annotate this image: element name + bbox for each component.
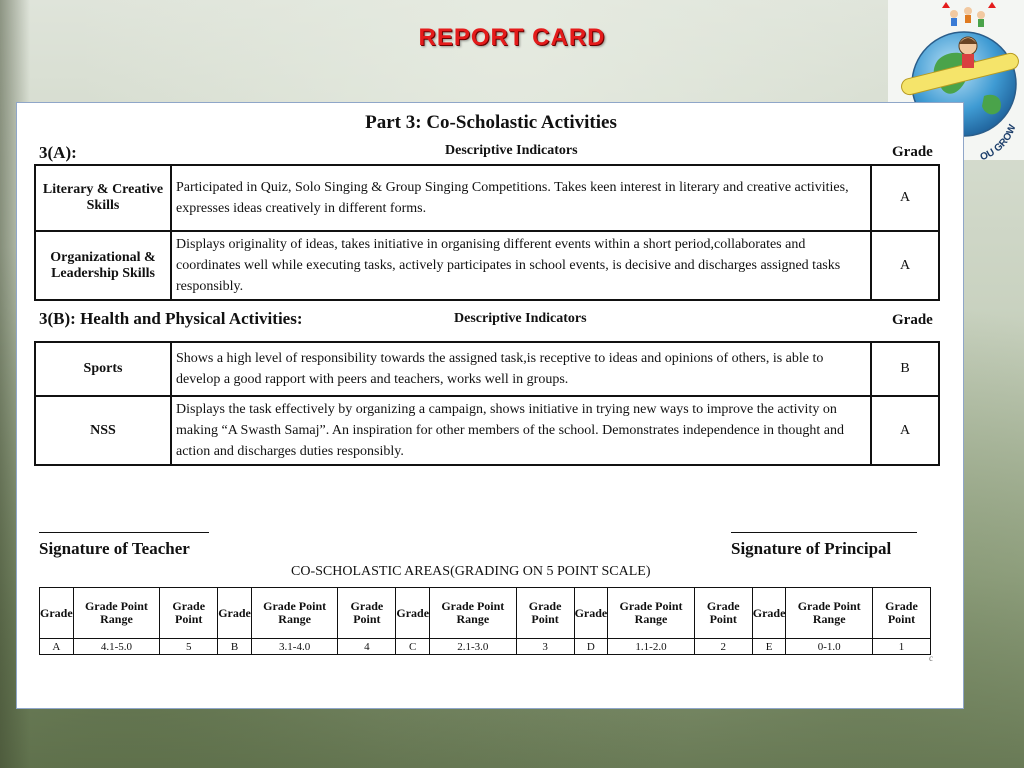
scale-header-range: Grade Point Range <box>251 588 338 639</box>
scale-header-point: Grade Point <box>694 588 752 639</box>
scale-point: 1 <box>872 639 930 655</box>
scale-header-point: Grade Point <box>160 588 218 639</box>
section-b-table <box>34 341 940 466</box>
scale-header-range: Grade Point Range <box>608 588 695 639</box>
area-name: Sports <box>35 342 171 396</box>
scale-grade: B <box>218 639 252 655</box>
section-a-label: 3(A): <box>39 143 77 162</box>
area-name: NSS <box>35 396 171 465</box>
scale-grade: E <box>752 639 786 655</box>
teacher-signature-label: Signature of Teacher <box>39 539 190 558</box>
table-row <box>35 342 939 396</box>
area-grade: A <box>871 396 939 465</box>
section-a-table <box>34 164 940 301</box>
scale-header-range: Grade Point Range <box>786 588 873 639</box>
section-b-label: 3(B): Health and Physical Activities: <box>39 309 303 328</box>
scale-header-point: Grade Point <box>516 588 574 639</box>
scale-header-point: Grade Point <box>338 588 396 639</box>
scale-range: 2.1-3.0 <box>430 639 517 655</box>
scale-point: 5 <box>160 639 218 655</box>
grading-scale-title: CO-SCHOLASTIC AREAS(GRADING ON 5 POINT SCALE) <box>291 564 651 579</box>
scale-point: 4 <box>338 639 396 655</box>
principal-signature-label: Signature of Principal <box>731 539 892 558</box>
scale-value-row <box>40 639 931 655</box>
scale-point: 3 <box>516 639 574 655</box>
area-description: Participated in Quiz, Solo Singing & Group Singing Competitions. Takes keen interest in literary and creative activities, expresses ideas creatively in different forms. <box>171 165 871 231</box>
scale-range: 0-1.0 <box>786 639 873 655</box>
area-description: Displays the task effectively by organizing a campaign, shows initiative in trying new ways to improve the activity on making “A Swasth Samaj”. An inspiration for other members of the school. Demonstrates independence in thought and action and discharges duties responsibly. <box>171 396 871 465</box>
area-grade: A <box>871 165 939 231</box>
table-row <box>35 165 939 231</box>
scale-footnote: c <box>929 653 933 663</box>
section-b-grade-header: Grade <box>892 312 933 328</box>
area-grade: B <box>871 342 939 396</box>
scale-range: 4.1-5.0 <box>73 639 160 655</box>
slide-title: REPORT CARD <box>418 24 606 51</box>
scale-header-range: Grade Point Range <box>430 588 517 639</box>
area-grade: A <box>871 231 939 300</box>
grading-scale-table <box>39 587 931 655</box>
area-name: Organizational & Leadership Skills <box>35 231 171 300</box>
scale-header-point: Grade Point <box>872 588 930 639</box>
area-name: Literary & Creative Skills <box>35 165 171 231</box>
scale-grade: D <box>574 639 608 655</box>
section-a-grade-header: Grade <box>892 144 933 160</box>
report-panel <box>16 102 964 709</box>
scale-header-grade: Grade <box>752 588 786 639</box>
area-description: Displays originality of ideas, takes initiative in organising different events within a short period,collaborates and coordinates well while executing tasks, actively participates in school events, is decisive and discharges assigned tasks responsibly. <box>171 231 871 300</box>
scale-header-range: Grade Point Range <box>73 588 160 639</box>
part-heading: Part 3: Co-Scholastic Activities <box>365 112 617 133</box>
scale-header-grade: Grade <box>396 588 430 639</box>
table-row <box>35 231 939 300</box>
section-b-desc-header: Descriptive Indicators <box>454 311 587 326</box>
scale-range: 3.1-4.0 <box>251 639 338 655</box>
scale-point: 2 <box>694 639 752 655</box>
scale-grade: A <box>40 639 74 655</box>
teacher-signature-line <box>39 532 209 533</box>
area-description: Shows a high level of responsibility towards the assigned task,is receptive to ideas and opinions of others, is able to develop a good rapport with peers and teachers, works well in groups. <box>171 342 871 396</box>
scale-header-row <box>40 588 931 639</box>
scale-grade: C <box>396 639 430 655</box>
principal-signature-line <box>731 532 917 533</box>
scale-header-grade: Grade <box>574 588 608 639</box>
logo-arc-text: OU GROW <box>978 123 1019 160</box>
scale-range: 1.1-2.0 <box>608 639 695 655</box>
scale-header-grade: Grade <box>40 588 74 639</box>
section-a-desc-header: Descriptive Indicators <box>445 143 578 158</box>
table-row <box>35 396 939 465</box>
scale-header-grade: Grade <box>218 588 252 639</box>
